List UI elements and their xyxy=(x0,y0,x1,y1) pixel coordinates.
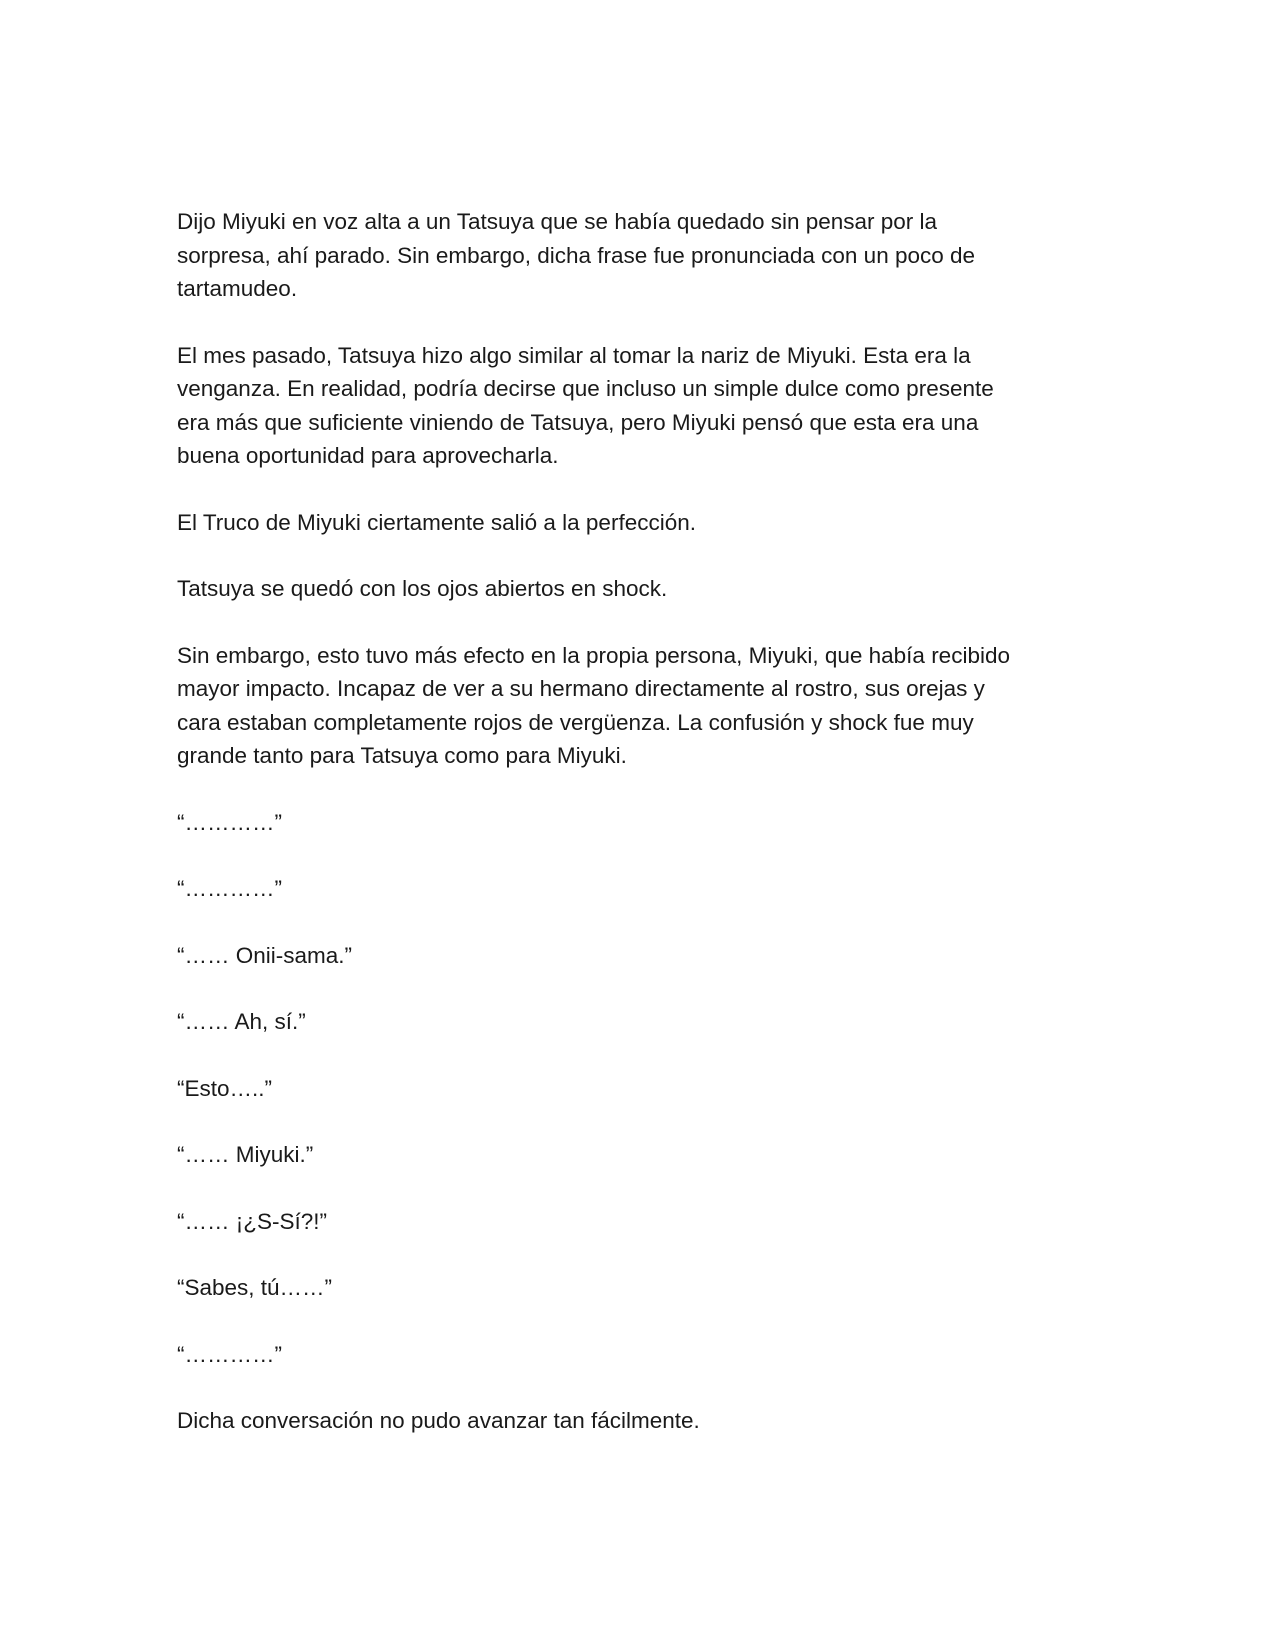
text-line: buena oportunidad para aprovecharla. xyxy=(177,443,559,468)
text-line: cara estaban completamente rojos de vergüenza. La confusión y shock fue muy xyxy=(177,709,974,735)
text-line: “…… ¡¿S-Sí?!” xyxy=(177,1208,327,1234)
text-line: sorpresa, ahí parado. Sin embargo, dicha frase fue pronunciada con un poco de xyxy=(177,242,976,268)
paragraph xyxy=(177,506,1115,540)
text-line: venganza. En realidad, podría decirse que incluso un simple dulce como presente xyxy=(177,376,994,401)
paragraph xyxy=(177,1404,1115,1438)
dialogue-line xyxy=(177,1072,1115,1106)
text-line: Dijo Miyuki en voz alta a un Tatsuya que se había quedado sin pensar por la xyxy=(177,209,938,234)
text-line: grande tanto para Tatsuya como para Miyuki. xyxy=(177,743,627,768)
text-line: Sin embargo, esto tuvo más efecto en la propia persona, Miyuki, que había recibido xyxy=(177,642,1010,668)
dialogue-line xyxy=(177,1005,1115,1039)
text-line: “…………” xyxy=(177,1341,282,1367)
text-line: Tatsuya se quedó con los ojos abiertos en shock. xyxy=(177,576,668,601)
text-line: tartamudeo. xyxy=(177,276,298,301)
paragraph xyxy=(177,205,1115,306)
text-line: “…… Ah, sí.” xyxy=(177,1009,306,1034)
dialogue-line xyxy=(177,872,1115,906)
paragraph xyxy=(177,639,1115,773)
dialogue-line xyxy=(177,806,1115,840)
dialogue-line xyxy=(177,1338,1115,1372)
text-line: mayor impacto. Incapaz de ver a su hermano directamente al rostro, sus orejas y xyxy=(177,676,985,701)
text-line: “…… Onii-sama.” xyxy=(177,942,353,968)
dialogue-line xyxy=(177,939,1115,973)
text-line: “Esto…..” xyxy=(177,1075,273,1101)
text-line: “Sabes, tú……” xyxy=(177,1275,333,1300)
paragraph xyxy=(177,572,1115,606)
dialogue-line xyxy=(177,1138,1115,1172)
text-line: “…………” xyxy=(177,809,282,835)
text-line: “…………” xyxy=(177,876,282,901)
dialogue-line xyxy=(177,1271,1115,1305)
text-line: era más que suficiente viniendo de Tatsuya, pero Miyuki pensó que esta era una xyxy=(177,409,979,435)
text-line: El Truco de Miyuki ciertamente salió a la perfección. xyxy=(177,509,696,535)
paragraph xyxy=(177,339,1115,473)
text-line: El mes pasado, Tatsuya hizo algo similar al tomar la nariz de Miyuki. Esta era la xyxy=(177,342,971,368)
dialogue-line xyxy=(177,1205,1115,1239)
text-line: Dicha conversación no pudo avanzar tan fácilmente. xyxy=(177,1408,700,1433)
text-line: “…… Miyuki.” xyxy=(177,1142,314,1167)
